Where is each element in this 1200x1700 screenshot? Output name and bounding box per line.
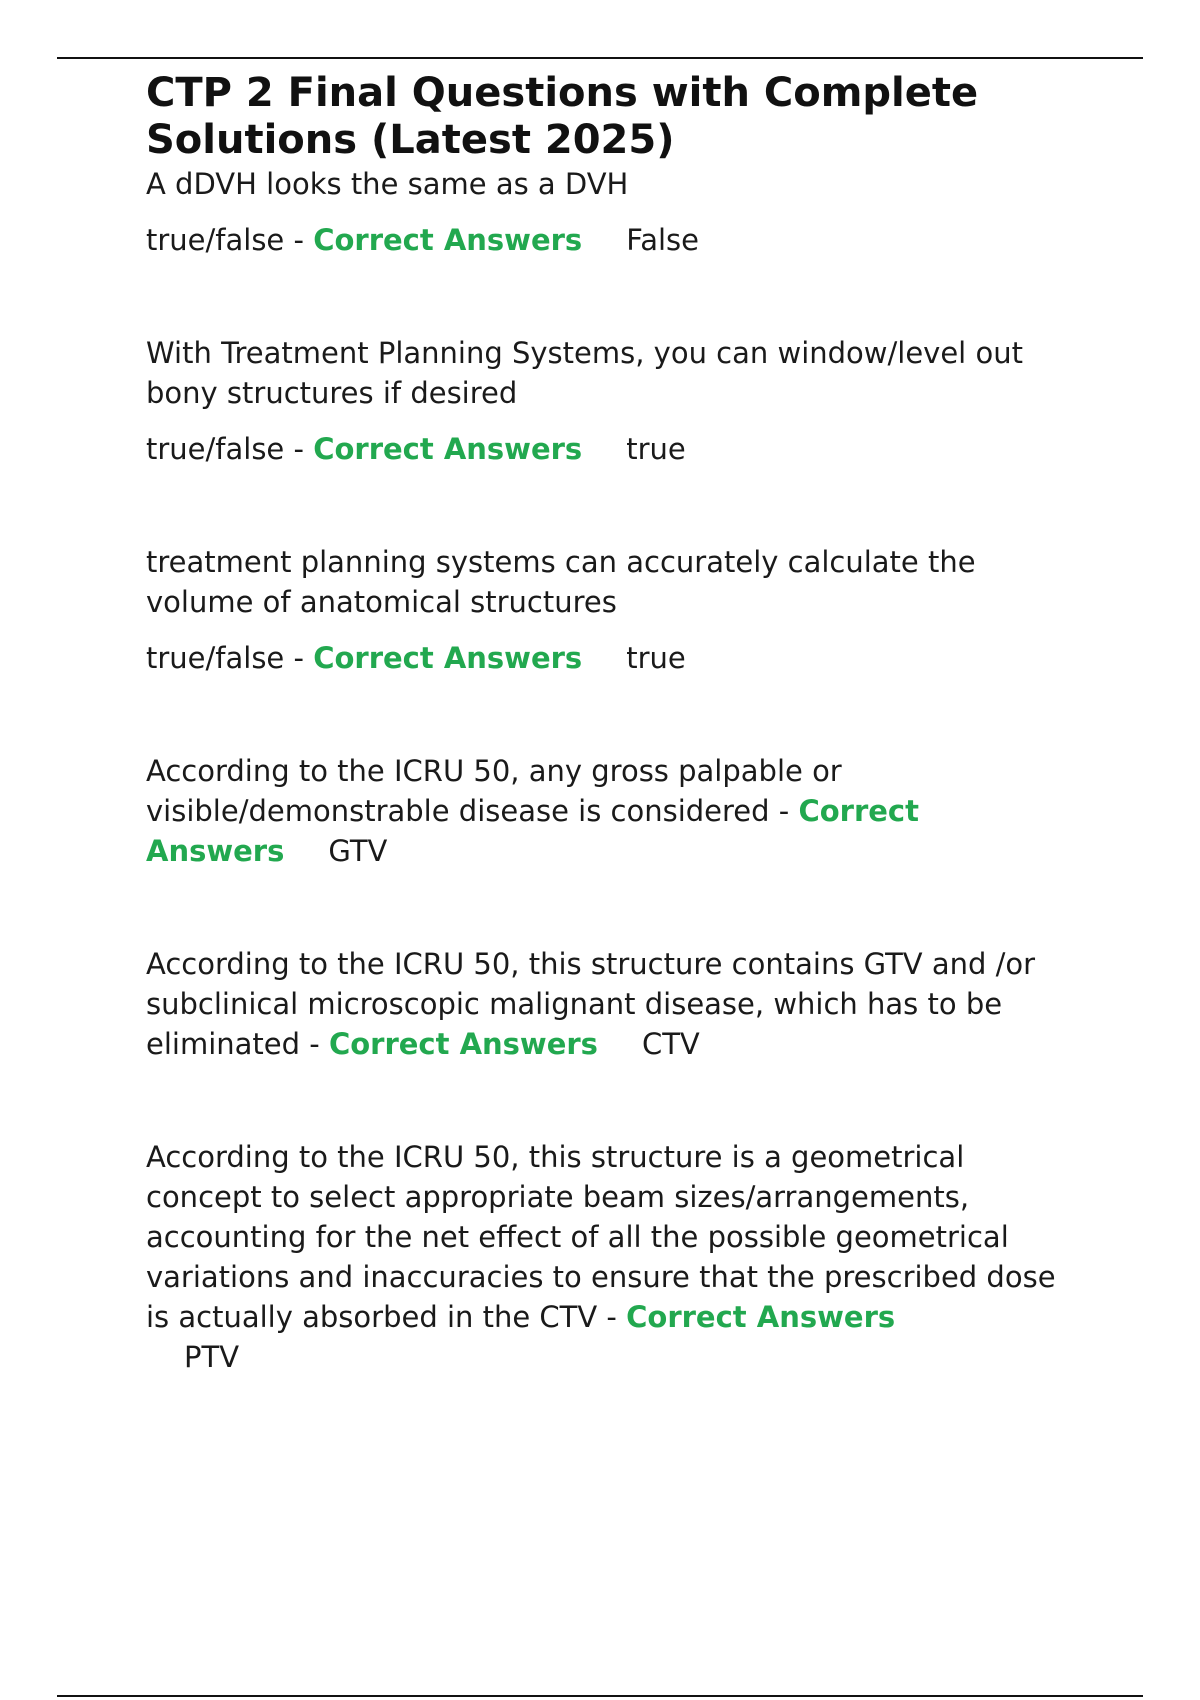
correct-answers-label: Correct Answers xyxy=(313,432,583,466)
answer-line xyxy=(146,220,1086,260)
question-item xyxy=(146,164,1086,260)
correct-answers-label: Correct Answers xyxy=(146,794,919,868)
question-item xyxy=(146,333,1086,469)
answer-value: False xyxy=(626,223,700,257)
correct-answers-label: Correct Answers xyxy=(313,223,583,257)
question-text xyxy=(146,751,1086,871)
question-text: With Treatment Planning Systems, you can window/level out bony structures if desired xyxy=(146,336,1023,410)
answer-line xyxy=(146,638,1086,678)
question-body: According to the ICRU 50, this structure contains GTV and /or subclinical microscopic malignant disease, which has to be eliminated - xyxy=(146,947,1036,1061)
answer-value: GTV xyxy=(328,834,388,868)
question-item xyxy=(146,542,1086,678)
question-text: A dDVH looks the same as a DVH xyxy=(146,167,629,201)
question-text: treatment planning systems can accurately calculate the volume of anatomical structures xyxy=(146,545,976,619)
correct-answers-label: Correct Answers xyxy=(328,1027,598,1061)
document-title: CTP 2 Final Questions with Complete Solutions (Latest 2025) xyxy=(146,70,979,163)
answer-prompt: true/false - xyxy=(146,432,314,466)
question-item xyxy=(146,944,1086,1064)
answer-value: PTV xyxy=(184,1340,240,1374)
top-rule xyxy=(57,57,1143,59)
answer-value: CTV xyxy=(641,1027,700,1061)
question-text xyxy=(146,1137,1086,1377)
answer-value: true xyxy=(626,641,686,675)
bottom-rule xyxy=(57,1695,1143,1697)
correct-answers-label: Correct Answers xyxy=(313,641,583,675)
answer-prompt: true/false - xyxy=(146,641,314,675)
question-body: According to the ICRU 50, any gross palpable or visible/demonstrable disease is considered - xyxy=(146,754,842,828)
answer-value: true xyxy=(626,432,686,466)
document-body xyxy=(146,70,1086,1377)
question-text xyxy=(146,944,1086,1064)
question-body: According to the ICRU 50, this structure is a geometrical concept to select appropriate beam sizes/arrangements, accounting for the net effect of all the possible geometrical variations and inaccuracies to ensure that the prescribed dose is actually absorbed in the CTV - xyxy=(146,1140,1056,1334)
correct-answers-label: Correct Answers xyxy=(626,1300,896,1334)
question-item xyxy=(146,1137,1086,1377)
answer-line xyxy=(146,429,1086,469)
question-item xyxy=(146,751,1086,871)
answer-prompt: true/false - xyxy=(146,223,314,257)
